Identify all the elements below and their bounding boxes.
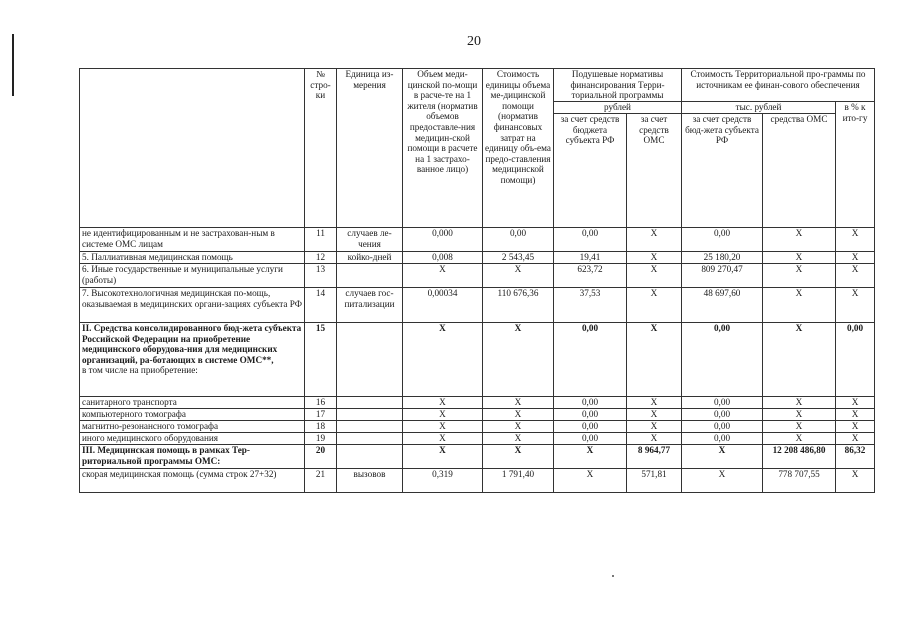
row-tc-oms: 12 208 486,80 bbox=[763, 445, 836, 469]
table-row bbox=[80, 228, 875, 252]
row-pc-budget: 19,41 bbox=[554, 252, 627, 264]
header-total-cost: Стоимость Территориальной про-граммы по источникам ее финан-сового обеспечения bbox=[682, 69, 875, 102]
row-pc-budget: 623,72 bbox=[554, 264, 627, 288]
row-volume: Х bbox=[403, 421, 483, 433]
row-unit: случаев ле-чения bbox=[337, 228, 403, 252]
row-unit bbox=[337, 433, 403, 445]
table-row bbox=[80, 397, 875, 409]
header-row-number: № стро-ки bbox=[305, 69, 337, 228]
row-name: скорая медицинская помощь (сумма строк 27+32) bbox=[80, 469, 305, 493]
row-volume: Х bbox=[403, 323, 483, 397]
row-number: 14 bbox=[305, 288, 337, 323]
header-volume: Объем меди-цинской по-мощи в расче-те на 1 жителя (норматив объемов предоставле-ния медицин-ской помощи в расчете на 1 застрахо-ванное лицо) bbox=[403, 69, 483, 228]
row-tc-budget: 0,00 bbox=[682, 228, 763, 252]
row-pc-budget: 0,00 bbox=[554, 433, 627, 445]
row-tc-pct: Х bbox=[836, 469, 875, 493]
row-cost: Х bbox=[483, 421, 554, 433]
row-tc-oms: Х bbox=[763, 288, 836, 323]
row-tc-budget: Х bbox=[682, 469, 763, 493]
header-unit: Единица из-мерения bbox=[337, 69, 403, 228]
row-pc-oms: Х bbox=[627, 288, 682, 323]
row-tc-pct: 86,32 bbox=[836, 445, 875, 469]
row-tc-budget: Х bbox=[682, 445, 763, 469]
table-row-section bbox=[80, 323, 875, 397]
row-name-subtitle: в том числе на приобретение: bbox=[82, 365, 198, 376]
row-pc-budget: Х bbox=[554, 445, 627, 469]
row-pc-budget: 0,00 bbox=[554, 421, 627, 433]
row-name: не идентифицированным и не застрахован-ным в системе ОМС лицам bbox=[80, 228, 305, 252]
row-number: 16 bbox=[305, 397, 337, 409]
row-number: 17 bbox=[305, 409, 337, 421]
row-pc-oms: Х bbox=[627, 264, 682, 288]
header-per-capita-unit: рублей bbox=[554, 102, 682, 114]
row-tc-pct: Х bbox=[836, 409, 875, 421]
row-number: 13 bbox=[305, 264, 337, 288]
row-tc-budget: 0,00 bbox=[682, 421, 763, 433]
scan-artifact bbox=[612, 575, 614, 577]
row-pc-oms: Х bbox=[627, 433, 682, 445]
header-pc-budget: за счет средств бюджета субъекта РФ bbox=[554, 114, 627, 228]
header-row-1 bbox=[80, 69, 875, 102]
row-name: санитарного транспорта bbox=[80, 397, 305, 409]
row-pc-budget: Х bbox=[554, 469, 627, 493]
row-tc-pct: Х bbox=[836, 397, 875, 409]
row-volume: Х bbox=[403, 397, 483, 409]
row-number: 18 bbox=[305, 421, 337, 433]
row-unit bbox=[337, 445, 403, 469]
row-tc-oms: Х bbox=[763, 228, 836, 252]
row-pc-budget: 37,53 bbox=[554, 288, 627, 323]
row-number: 19 bbox=[305, 433, 337, 445]
header-percent: в % к ито-гу bbox=[836, 102, 875, 228]
row-tc-budget: 0,00 bbox=[682, 397, 763, 409]
row-cost: Х bbox=[483, 264, 554, 288]
row-tc-oms: Х bbox=[763, 433, 836, 445]
row-pc-oms: Х bbox=[627, 409, 682, 421]
row-cost: 0,00 bbox=[483, 228, 554, 252]
row-number: 21 bbox=[305, 469, 337, 493]
row-cost: Х bbox=[483, 323, 554, 397]
row-name: магнитно-резонансного томографа bbox=[80, 421, 305, 433]
row-volume: 0,00034 bbox=[403, 288, 483, 323]
row-tc-pct: Х bbox=[836, 252, 875, 264]
row-name-cell bbox=[80, 323, 305, 397]
row-name: II. Средства консолидированного бюд-жета субъекта Российской Федерации на приобретение медицинского оборудова-ния для медицинских организаций, ра-ботающих в системе ОМС**, bbox=[82, 323, 302, 365]
row-pc-budget: 0,00 bbox=[554, 323, 627, 397]
row-name: иного медицинского оборудования bbox=[80, 433, 305, 445]
row-pc-oms: Х bbox=[627, 421, 682, 433]
header-total-unit: тыс. рублей bbox=[682, 102, 836, 114]
row-volume: Х bbox=[403, 409, 483, 421]
row-unit bbox=[337, 264, 403, 288]
row-cost: Х bbox=[483, 409, 554, 421]
row-tc-pct: Х bbox=[836, 433, 875, 445]
row-unit bbox=[337, 323, 403, 397]
row-unit bbox=[337, 421, 403, 433]
row-pc-oms: Х bbox=[627, 397, 682, 409]
header-unit-cost: Стоимость единицы объема ме-дицинской помощи (норматив финансовых затрат на единицу объ-ема предо-ставления медицинской помощи) bbox=[483, 69, 554, 228]
row-volume: Х bbox=[403, 264, 483, 288]
row-tc-oms: Х bbox=[763, 252, 836, 264]
row-tc-oms: 778 707,55 bbox=[763, 469, 836, 493]
row-volume: Х bbox=[403, 445, 483, 469]
row-pc-oms: Х bbox=[627, 228, 682, 252]
row-unit bbox=[337, 409, 403, 421]
table-row bbox=[80, 288, 875, 323]
header-per-capita: Подушевые нормативы финансирования Терри-ториальной программы bbox=[554, 69, 682, 102]
row-tc-pct: Х bbox=[836, 264, 875, 288]
row-unit: случаев гос-питализации bbox=[337, 288, 403, 323]
row-number: 12 bbox=[305, 252, 337, 264]
row-tc-budget: 0,00 bbox=[682, 433, 763, 445]
row-name: компьютерного томографа bbox=[80, 409, 305, 421]
row-tc-budget: 0,00 bbox=[682, 409, 763, 421]
table-row bbox=[80, 252, 875, 264]
row-number: 11 bbox=[305, 228, 337, 252]
row-pc-budget: 0,00 bbox=[554, 397, 627, 409]
row-tc-budget: 48 697,60 bbox=[682, 288, 763, 323]
row-tc-pct: Х bbox=[836, 288, 875, 323]
row-tc-budget: 0,00 bbox=[682, 323, 763, 397]
row-pc-budget: 0,00 bbox=[554, 228, 627, 252]
row-tc-oms: Х bbox=[763, 264, 836, 288]
table-row bbox=[80, 409, 875, 421]
header-tc-budget: за счет средств бюд-жета субъекта РФ bbox=[682, 114, 763, 228]
header-pc-oms: за счет средств ОМС bbox=[627, 114, 682, 228]
row-tc-pct: 0,00 bbox=[836, 323, 875, 397]
row-unit: койко-дней bbox=[337, 252, 403, 264]
row-name: 7. Высокотехнологичная медицинская по-мощь, оказываемая в медицинских органи-зациях субъекта РФ bbox=[80, 288, 305, 323]
table-row bbox=[80, 469, 875, 493]
row-name: III. Медицинская помощь в рамках Тер-риториальной программы ОМС: bbox=[80, 445, 305, 469]
table-row-section bbox=[80, 445, 875, 469]
row-tc-oms: Х bbox=[763, 421, 836, 433]
table-row bbox=[80, 264, 875, 288]
table-row bbox=[80, 433, 875, 445]
row-cost: Х bbox=[483, 433, 554, 445]
financing-table bbox=[79, 68, 875, 493]
row-pc-oms: 571,81 bbox=[627, 469, 682, 493]
row-cost: 1 791,40 bbox=[483, 469, 554, 493]
margin-mark bbox=[12, 34, 14, 96]
header-name bbox=[80, 69, 305, 228]
row-number: 20 bbox=[305, 445, 337, 469]
row-number: 15 bbox=[305, 323, 337, 397]
row-volume: 0,000 bbox=[403, 228, 483, 252]
row-volume: 0,008 bbox=[403, 252, 483, 264]
row-unit bbox=[337, 397, 403, 409]
row-tc-pct: Х bbox=[836, 421, 875, 433]
row-tc-oms: Х bbox=[763, 397, 836, 409]
table-row bbox=[80, 421, 875, 433]
row-cost: 2 543,45 bbox=[483, 252, 554, 264]
row-tc-budget: 809 270,47 bbox=[682, 264, 763, 288]
row-name: 5. Паллиативная медицинская помощь bbox=[80, 252, 305, 264]
row-pc-oms: 8 964,77 bbox=[627, 445, 682, 469]
row-cost: 110 676,36 bbox=[483, 288, 554, 323]
row-pc-oms: Х bbox=[627, 323, 682, 397]
row-pc-oms: Х bbox=[627, 252, 682, 264]
page-number: 20 bbox=[467, 34, 481, 49]
row-pc-budget: 0,00 bbox=[554, 409, 627, 421]
row-name: 6. Иные государственные и муниципальные услуги (работы) bbox=[80, 264, 305, 288]
row-volume: Х bbox=[403, 433, 483, 445]
row-tc-budget: 25 180,20 bbox=[682, 252, 763, 264]
header-tc-oms: средства ОМС bbox=[763, 114, 836, 228]
row-volume: 0,319 bbox=[403, 469, 483, 493]
row-unit: вызовов bbox=[337, 469, 403, 493]
row-tc-oms: Х bbox=[763, 409, 836, 421]
row-tc-pct: Х bbox=[836, 228, 875, 252]
row-cost: Х bbox=[483, 445, 554, 469]
row-cost: Х bbox=[483, 397, 554, 409]
row-tc-oms: Х bbox=[763, 323, 836, 397]
